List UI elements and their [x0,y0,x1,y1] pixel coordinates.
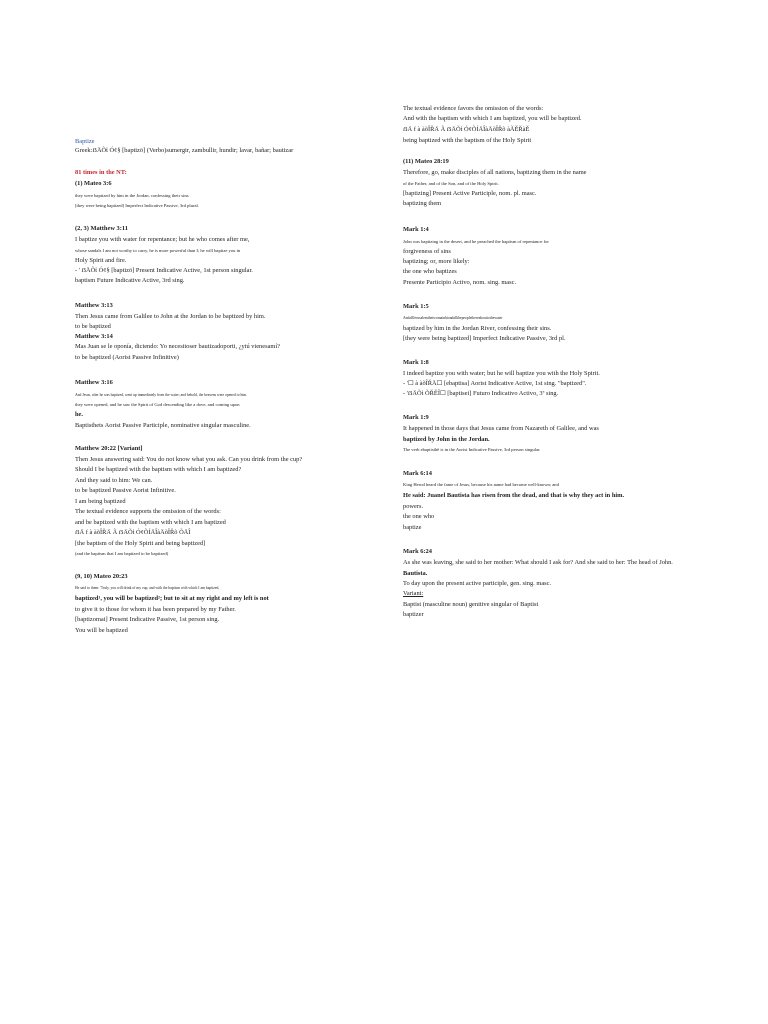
left-line-18: to be baptized (Aorist Passive Infinitive) [75,354,179,361]
right-line-32: the one who [403,513,435,520]
right-line-40: baptizer [403,611,424,618]
left-line-38: to give it to those for whom it has been prepared by my Father. [75,606,236,613]
right-line-25: It happened in those days that Jesus came from Nazareth of Galilee, and was [403,425,599,432]
left-line-35: (9, 10) Mateo 20:23 [75,573,128,580]
left-line-29: I am being baptized [75,498,126,505]
left-line-1: Baptize [75,138,95,145]
left-line-25: Then Jesus answering said: You do not know what you ask. Can you drink from the cup? [75,456,303,463]
left-line-5: they were baptized by him in the Jordan, confessing their sins. [75,193,190,198]
left-line-32: ẞÄ f à àõÎŘÄ Ã ẞÄÕṫ Ó¢ÕÍÄÎàÄõÎŘõ ÕÄÎ [75,529,191,536]
left-line-39: [baptizomai] Present Indicative Passive, 1st person sing. [75,616,220,623]
right-line-14: the one who baptizes [403,268,457,275]
right-line-39: Baptist (masculine noun) genitive singular of Baptist [403,601,539,608]
left-line-2: Greek:ẞÄÕṫ Ó¢§ [baptizō] (Verbo)sumergir, zambullir, hundir; lavar, bañar; bautizar [75,147,294,154]
left-line-23: Baptisthets Aorist Passive Participle, nominative singular masculine. [75,422,251,429]
right-line-26: baptized by John in the Jordan. [403,436,490,443]
right-line-15: Presente Participio Activo, nom. sing. masc. [403,279,517,286]
left-line-14: Then Jesus came from Galilee to John at the Jordan to be baptized by him. [75,313,266,320]
left-line-31: and be baptized with the baptism with which I am baptized [75,519,226,526]
right-line-18: baptized by him in the Jordan River, confessing their sins. [403,325,552,332]
left-line-30: The textual evidence supports the omission of the words: [75,508,221,515]
left-line-13: Matthew 3:13 [75,302,113,309]
right-line-29: King Herod heard the fame of Jesus, because his name had become well-known; and [403,482,559,487]
right-line-28: Mark 6:14 [403,470,432,477]
right-line-2: And with the baptism with which I am baptized, you will be baptized. [403,115,582,122]
right-line-37: To day upon the present active participle, gen. sing. masc. [403,580,552,587]
left-line-3: 81 times in the NT: [75,169,127,176]
right-line-7: of the Father, and of the Son, and of the Holy Spirit. [403,181,499,186]
right-line-12: forgiveness of sins [403,248,451,255]
left-line-27: And they said to him: We can. [75,477,153,484]
right-line-22: - '☐ à àõÎŘÄ☐ [ebaptisa] Aorist Indicative Active, 1st sing. "baptized". [403,380,587,387]
right-line-11: John was baptizing in the desert, and he preached the baptism of repentance for [403,239,549,244]
left-line-17: Mas Juan se le oponía, diciendo: Yo necesitoser bautizadoporti, ¿ytú vienesamí? [75,343,280,350]
right-line-16: Mark 1:5 [403,303,429,310]
right-line-33: baptize [403,524,422,531]
left-line-33: [the baptism of the Holy Spirit and being baptized] [75,540,206,547]
right-line-3: ẞÄ f à àõÎŘÄ Ã ẞÄÕṫ Ó¢ÕÍÄÎàÄõÎŘõ àÃĚŘàĚ [403,126,530,133]
left-line-8: I baptize you with water for repentance; but he who comes after me, [75,236,250,243]
right-line-8: [baptizing] Present Active Participle, nom. pl. masc. [403,190,537,197]
left-line-12: baptism Future Indicative Active, 3rd sing. [75,277,185,284]
right-line-36: Bautista. [403,570,428,577]
right-line-6: Therefore, go, make disciples of all nations, baptizing them in the name [403,169,587,176]
left-line-4: (1) Mateo 3:6 [75,180,112,187]
right-line-38: Variant: [403,590,424,597]
left-line-34: (and the baptism that I am baptized to be baptized) [75,551,169,556]
right-line-5: (11) Mateo 28:19 [403,158,449,165]
left-line-9: whose sandals I am not worthy to carry, he is more powerful than I; he will baptize you in [75,248,241,253]
left-line-22: he. [75,411,83,418]
right-line-20: Mark 1:8 [403,359,429,366]
right-line-19: [they were being baptized] Imperfect Indicative Passive, 3rd pl. [403,335,566,342]
right-line-23: - 'ẞÄÕṫ ÕŘĚÎ☐ [baptisei] Futuro Indicativo Activo, 3ª sing. [403,390,559,397]
left-line-28: to be baptized Passive Aorist Infinitive. [75,487,176,494]
left-line-10: Holy Spirit and fire. [75,257,127,264]
left-line-19: Matthew 3:16 [75,379,113,386]
left-line-36: He said to them: 'Truly, you will drink of my cup, and with the baptism with which I am baptized, [75,586,220,590]
right-line-31: powers. [403,503,424,510]
left-line-21: they were opened, and he saw the Spirit of God descending like a dove, and coming upon [75,402,240,407]
left-line-15: to be baptized [75,323,111,330]
left-line-37: baptized¹, you will be baptized²; but to sit at my right and my left is not [75,595,269,602]
left-line-11: - ' ẞÄÕṫ Ó¢§ [baptizō] Present Indicative Active, 1st person singular. [75,267,253,274]
right-line-4: being baptized with the baptism of the Holy Spirit [403,137,532,144]
left-line-20: And Jesus, after he was baptized, went up immediately from the water; and behold, the heavens were opened to him. [75,393,248,397]
left-line-24: Matthew 20:22 [Variant] [75,445,143,452]
right-line-17: AndallJerusalemthetwomainbiandallthepeoplethereabouttothewater [403,316,503,320]
right-line-10: Mark 1:4 [403,226,429,233]
right-line-30: He said: Juanel Bautista has risen from the dead, and that is why they act in him. [403,492,625,499]
right-line-34: Mark 6:24 [403,548,432,555]
left-line-6: [they were being baptized] Imperfect Indicative Passive, 3rd plural. [75,203,199,208]
right-line-35: As she was leaving, she said to her mother: What should I ask for? And she said to her: The head of John. [403,559,673,566]
right-line-24: Mark 1:9 [403,414,429,421]
right-line-9: baptizing them [403,200,442,207]
left-line-16: Matthew 3:14 [75,333,113,340]
left-line-40: You will be baptized [75,627,128,634]
left-line-26: Should I be baptized with the baptism with which I am baptized? [75,466,242,473]
left-line-7: (2, 3) Matthew 3:11 [75,225,128,232]
right-line-13: baptizing; or, more likely: [403,258,470,265]
right-line-1: The textual evidence favors the omission of the words: [403,105,544,112]
right-line-27: The verb ebaptisthē is in the Aorist Indicative Passive, 3rd person singular. [403,447,541,452]
right-line-21: I indeed baptize you with water; but he will baptize you with the Holy Spirit. [403,370,600,377]
